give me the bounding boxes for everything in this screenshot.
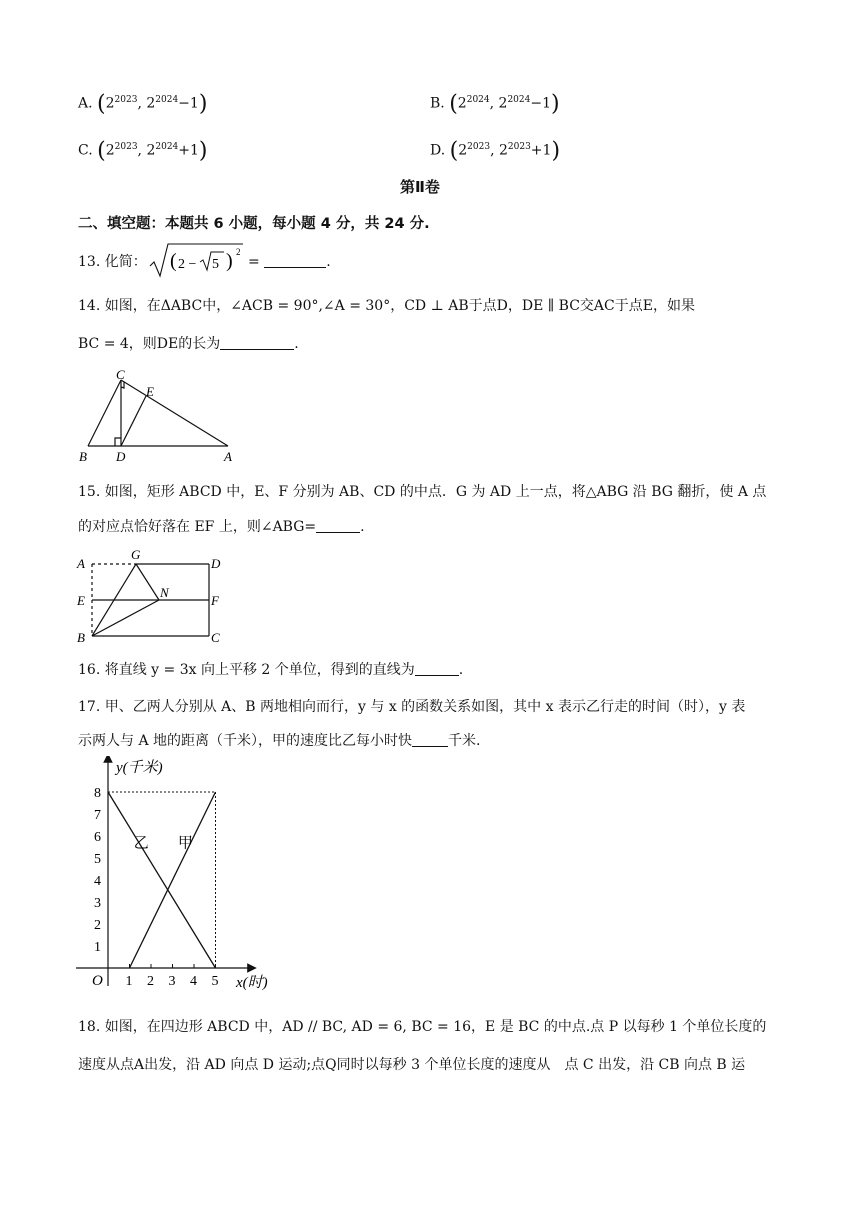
base: 2 [105,95,115,112]
label-a: A [77,556,85,571]
y-tick-label: 1 [94,940,101,955]
segment-de [121,396,146,446]
label-f: F [211,593,219,608]
base: 2 [105,142,115,159]
figure-14 [76,366,246,466]
label-c: C [116,367,125,382]
label-g: G [131,547,141,562]
equals-sign: = [248,254,260,270]
open-paren: ( [449,138,459,164]
close-paren: ) [198,138,208,164]
exponent: 2024 [155,142,179,152]
x-axis-label: x(时) [236,975,268,991]
period: . [360,519,365,535]
y-axis-label: y(千米) [116,760,163,776]
option-c: C. ($2^{2023}$, $2^{2024}+1$) [78,138,208,164]
label-d: D [116,449,126,464]
y-tick-label: 7 [94,808,101,823]
paren-close: ) [226,250,233,272]
x-tick-label: 5 [211,974,219,989]
question-14-line2 [78,334,299,354]
tail: +1 [178,142,199,159]
tail: +1 [530,142,552,159]
open-paren: ( [97,91,106,117]
paren-open: ( [170,250,177,272]
section-heading: 二、填空题：本题共 6 小题，每小题 4 分，共 24 分. [78,216,430,232]
base: 2 [146,142,156,159]
series-line [130,792,216,968]
answer-blank[interactable] [412,732,448,747]
y-tick-label: 3 [94,896,101,911]
close-paren: ) [551,138,561,164]
question-18-line2: 速度从点A出发，沿 AD 向点 D 运动;点Q同时以每秒 3 个单位长度的速度从 点 C 出发，沿 CB 向点 B 运 [78,1057,746,1073]
figure-15 [74,546,234,646]
origin-label: O [92,973,103,989]
q13-answer [248,252,331,272]
option-letter: A. [78,95,93,112]
segment-bn [92,600,159,636]
question-18-line1: 18. 如图，在四边形 ABCD 中，AD // BC, AD = 6, BC = 16，E 是 BC 的中点.点 P 以每秒 1 个单位长度的 [78,1019,767,1035]
label-n: N [160,585,169,600]
question-16 [78,660,463,680]
label-e: E [146,384,154,399]
answer-blank[interactable] [316,518,360,533]
x-tick-label: 1 [125,974,133,989]
period: . [326,254,331,270]
y-tick-label: 2 [94,918,101,933]
question-13 [78,252,147,272]
base: 2 [457,95,467,112]
label-e: E [77,593,85,608]
q17-unit: 千米. [448,733,481,749]
label-b: B [79,449,87,464]
exponent: 2024 [466,95,490,105]
option-letter: B. [430,95,445,112]
power: 2 [236,247,241,257]
exponent: 2023 [114,95,138,105]
y-tick-label: 5 [94,852,101,867]
part-title: 第Ⅱ卷 [400,178,440,196]
answer-blank[interactable] [415,661,459,676]
segment-bc [88,380,121,446]
option-letter: C. [78,142,93,159]
q15-text: 的对应点恰好落在 EF 上，则∠ABG= [78,519,317,535]
option-d: D. ($2^{2023}$, $2^{2023}+1$) [430,138,561,164]
y-tick-label: 6 [94,830,101,845]
question-15-line1: 15. 如图，矩形 ABCD 中，E、F 分别为 AB、CD 的中点．G 为 AD 上一点，将△ABG 沿 BG 翻折，使 A 点 [78,484,767,500]
sqrt-expression [148,240,250,282]
question-15-line2 [78,517,365,537]
option-letter: D. [430,142,446,159]
label-b: B [77,630,85,645]
exponent: 2023 [467,142,491,152]
base: 2 [498,95,508,112]
y-tick-label: 8 [94,786,101,801]
label-a: A [224,449,232,464]
radicand: 5 [212,257,219,272]
segment-gn [136,564,159,600]
base: 2 [146,95,156,112]
close-paren: ) [551,91,560,117]
question-17-line2 [78,731,480,751]
question-number: 13. [78,254,101,270]
option-a: A. ($2^{2023}$, $2^{2024}-1$) [78,91,208,117]
close-paren: ) [198,91,208,117]
exponent: 2024 [507,95,531,105]
tail: −1 [530,95,551,112]
x-tick-label: 3 [168,974,176,989]
exponent: 2024 [155,95,179,105]
distance-time-chart [76,756,286,996]
q14-text: BC = 4，则DE的长为 [78,336,221,352]
exponent: 2023 [507,142,531,152]
series-label: 甲 [177,835,193,852]
y-tick-label: 4 [94,874,101,889]
series-line [108,792,216,968]
open-paren: ( [449,91,458,117]
right-angle-d [115,438,121,446]
exponent: 2023 [114,142,138,152]
label-c: C [211,630,220,645]
base: 2 [458,142,468,159]
answer-blank[interactable] [264,253,326,268]
question-17-line1: 17. 甲、乙两人分别从 A、B 两地相向而行，y 与 x 的函数关系如图，其中 x 表示乙行走的时间（时），y 表 [78,699,746,715]
label-d: D [211,556,221,571]
period: . [458,662,464,678]
question-14-line1: 14. 如图，在ΔABC中，∠ACB = 90°,∠A = 30°，CD ⊥ AB于点D，DE ∥ BC交AC于点E，如果 [78,298,695,314]
question-text: 化简： [104,254,147,270]
open-paren: ( [97,138,106,164]
two: 2 − [178,257,197,272]
x-tick-label: 4 [190,974,197,989]
answer-blank[interactable] [220,335,294,350]
x-tick-label: 2 [147,974,154,989]
base: 2 [498,142,508,159]
series-label: 乙 [133,835,149,852]
q16-text: 16. 将直线 y = 3x 向上平移 2 个单位，得到的直线为 [78,662,415,678]
tail: −1 [178,95,199,112]
q17-text: 示两人与 A 地的距离（千米），甲的速度比乙每小时快 [78,733,413,749]
period: . [294,336,299,352]
option-b: B. ($2^{2024}$, $2^{2024}-1$) [430,91,560,117]
